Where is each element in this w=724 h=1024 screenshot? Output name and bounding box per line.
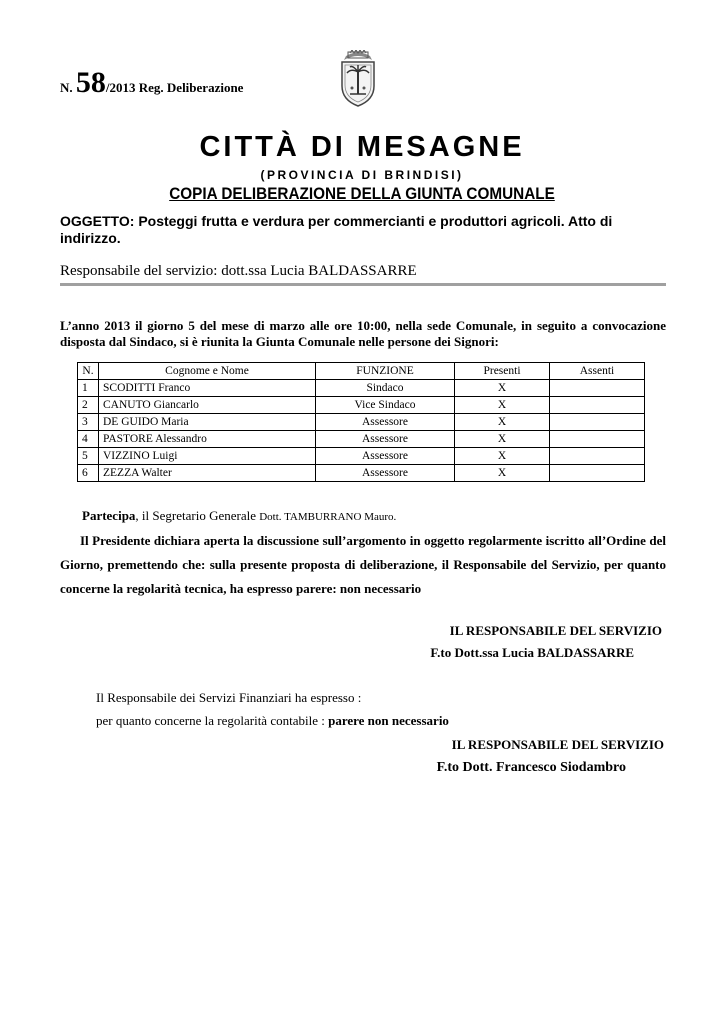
- city-coat-of-arms-icon: [336, 50, 380, 108]
- cell-absent: [550, 397, 645, 414]
- province-subtitle: (PROVINCIA DI BRINDISI): [260, 168, 464, 182]
- col-header-number: N.: [78, 363, 99, 380]
- cell-absent: [550, 414, 645, 431]
- signature2-title: IL RESPONSABILE DEL SERVIZIO: [451, 737, 664, 752]
- cell-function: Assessore: [316, 448, 455, 465]
- finance-opinion-value: parere non necessario: [328, 713, 449, 728]
- city-title: CITTÀ DI MESAGNE: [199, 131, 525, 163]
- table-row: [78, 465, 645, 482]
- finance-opinion-line: [96, 713, 449, 729]
- president-statement: Il Presidente dichiara aperta la discussione sull’argomento in oggetto regolarmente iscritto all’Ordine del Giorno, premettendo che: sulla presente proposta di deliberazione, il Responsabile del Servizio, per quanto concerne la regolarità tecnica, ha espresso parere: non necessario: [60, 533, 666, 596]
- cell-name: SCODITTI Franco: [99, 380, 316, 397]
- cell-present: X: [455, 397, 550, 414]
- cell-absent: [550, 465, 645, 482]
- reg-suffix: /2013 Reg. Deliberazione: [105, 80, 244, 95]
- col-header-function: FUNZIONE: [316, 363, 455, 380]
- signature1-name: F.to Dott.ssa Lucia BALDASSARRE: [430, 645, 634, 660]
- cell-function: Assessore: [316, 465, 455, 482]
- reg-number: 58: [75, 66, 106, 99]
- finance-opinion-label: per quanto concerne la regolarità contabile :: [96, 713, 325, 728]
- responsible-line: Responsabile del servizio: dott.ssa Lucia BALDASSARRE: [60, 263, 417, 279]
- table-header-row: [78, 363, 645, 380]
- cell-present: X: [455, 414, 550, 431]
- cell-name: CANUTO Giancarlo: [99, 397, 316, 414]
- table-row: [78, 380, 645, 397]
- cell-number: 6: [78, 465, 99, 482]
- signature1-title: IL RESPONSABILE DEL SERVIZIO: [449, 623, 662, 638]
- cell-number: 2: [78, 397, 99, 414]
- subject-text: Posteggi frutta e verdura per commercianti e produttori agricoli. Atto di indirizzo.: [60, 213, 613, 246]
- table-row: [78, 397, 645, 414]
- section-divider: [60, 283, 666, 286]
- table-row: [78, 448, 645, 465]
- subject-block: [60, 213, 670, 247]
- cell-name: DE GUIDO Maria: [99, 414, 316, 431]
- cell-function: Assessore: [316, 414, 455, 431]
- cell-function: Assessore: [316, 431, 455, 448]
- cell-name: VIZZINO Luigi: [99, 448, 316, 465]
- reg-prefix: N.: [60, 80, 73, 95]
- cell-present: X: [455, 380, 550, 397]
- registration-number: [60, 66, 243, 100]
- cell-function: Vice Sindaco: [316, 397, 455, 414]
- document-type-heading: COPIA DELIBERAZIONE DELLA GIUNTA COMUNALE: [169, 184, 555, 203]
- meeting-intro: L’anno 2013 il giorno 5 del mese di marzo alle ore 10:00, nella sede Comunale, in seguito a convocazione disposta dal Sindaco, si è riunita la Giunta Comunale nelle persone dei Signori:: [60, 318, 666, 349]
- cell-absent: [550, 380, 645, 397]
- cell-function: Sindaco: [316, 380, 455, 397]
- participant-label: Partecipa: [82, 508, 136, 523]
- cell-present: X: [455, 448, 550, 465]
- subject-label: OGGETTO:: [60, 213, 135, 229]
- signature2-name: F.to Dott. Francesco Siodambro: [436, 760, 626, 775]
- col-header-name: Cognome e Nome: [99, 363, 316, 380]
- finance-line: Il Responsabile dei Servizi Finanziari ha espresso :: [96, 690, 362, 705]
- table-row: [78, 414, 645, 431]
- cell-present: X: [455, 465, 550, 482]
- participant-role: , il Segretario Generale: [135, 508, 256, 523]
- cell-absent: [550, 448, 645, 465]
- cell-number: 1: [78, 380, 99, 397]
- cell-number: 4: [78, 431, 99, 448]
- cell-name: PASTORE Alessandro: [99, 431, 316, 448]
- cell-number: 5: [78, 448, 99, 465]
- col-header-absent: Assenti: [550, 363, 645, 380]
- members-table: [77, 362, 645, 482]
- cell-name: ZEZZA Walter: [99, 465, 316, 482]
- cell-number: 3: [78, 414, 99, 431]
- col-header-present: Presenti: [455, 363, 550, 380]
- table-row: [78, 431, 645, 448]
- participant-line: [82, 508, 396, 524]
- cell-absent: [550, 431, 645, 448]
- cell-present: X: [455, 431, 550, 448]
- participant-name: Dott. TAMBURRANO Mauro.: [259, 511, 397, 523]
